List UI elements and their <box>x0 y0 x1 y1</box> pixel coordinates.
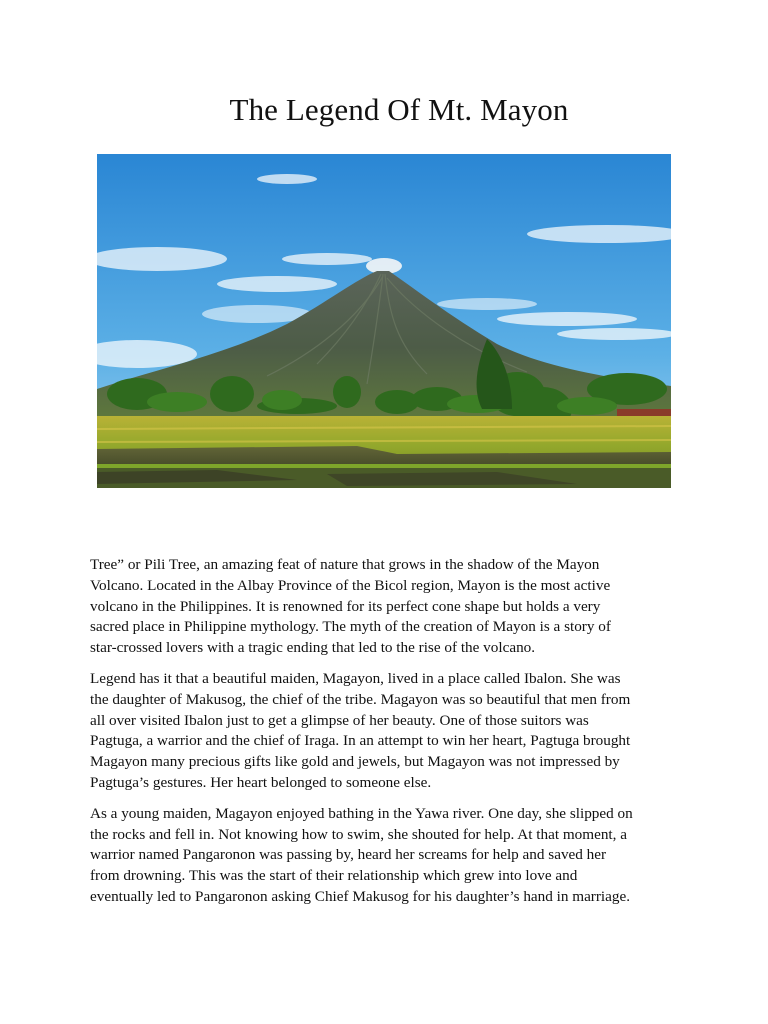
text-line: Legend has it that a beautiful maiden, Magayon, lived in a place called Ibalon. She was <box>90 669 621 687</box>
paragraph-2 <box>90 669 690 794</box>
text-line: from drowning. This was the start of their relationship which grew into love and <box>90 867 578 885</box>
text-line: Magayon many precious gifts like gold and jewels, but Magayon was not impressed by <box>90 753 620 771</box>
mayon-volcano-photo <box>97 154 671 488</box>
document-title: The Legend Of Mt. Mayon <box>229 92 569 127</box>
text-line: Tree” or Pili Tree, an amazing feat of nature that grows in the shadow of the Mayon <box>90 556 600 573</box>
text-line: Pagtuga, a warrior and the chief of Iraga. In an attempt to win her heart, Pagtuga brought <box>90 732 631 750</box>
text-line: sacred place in Philippine mythology. The myth of the creation of Mayon is a story of <box>90 618 611 636</box>
text-line: Volcano. Located in the Albay Province of the Bicol region, Mayon is the most active <box>90 576 611 594</box>
paragraph-3 <box>90 804 690 908</box>
paragraph-1 <box>90 555 690 659</box>
volcano-landscape-image <box>97 154 671 488</box>
text-line: eventually led to Pangaronon asking Chief Makusog for his daughter’s hand in marriage. <box>90 887 631 905</box>
text-line: all over visited Ibalon just to get a glimpse of her beauty. One of those suitors was <box>90 711 589 729</box>
text-line: Pagtuga’s gestures. Her heart belonged to someone else. <box>90 773 432 791</box>
text-line: the rocks and fell in. Not knowing how to swim, she shouted for help. At that moment, a <box>90 825 627 843</box>
text-line: volcano in the Philippines. It is renowned for its perfect cone shape but holds a very <box>90 597 601 615</box>
document-body <box>90 555 690 918</box>
text-line: the daughter of Makusog, the chief of the tribe. Magayon was so beautiful that men from <box>90 690 631 708</box>
text-line: star-crossed lovers with a tragic ending that led to the rise of the volcano. <box>90 639 536 657</box>
text-line: As a young maiden, Magayon enjoyed bathing in the Yawa river. One day, she slipped on <box>90 804 633 822</box>
text-line: warrior named Pangaronon was passing by, heard her screams for help and saved her <box>90 846 607 864</box>
